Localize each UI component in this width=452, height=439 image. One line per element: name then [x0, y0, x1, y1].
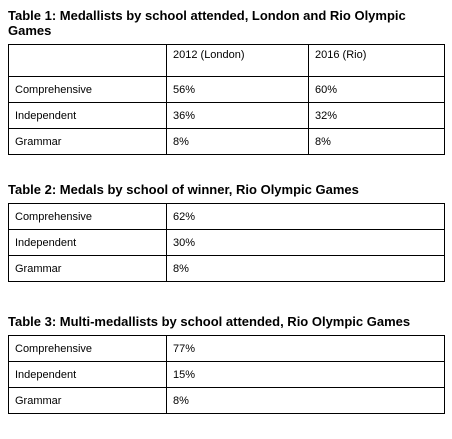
table-row — [9, 230, 445, 256]
table1 — [8, 44, 445, 155]
table1-header-2016: 2016 (Rio) — [309, 45, 445, 77]
table3 — [8, 335, 445, 414]
table-row — [9, 204, 445, 230]
cell-value: 8% — [167, 256, 445, 282]
cell-value: 8% — [167, 129, 309, 155]
row-label: Grammar — [9, 256, 167, 282]
row-label: Independent — [9, 230, 167, 256]
table-row — [9, 256, 445, 282]
table-row — [9, 129, 445, 155]
cell-value: 30% — [167, 230, 445, 256]
table1-header-row — [9, 45, 445, 77]
cell-value: 77% — [167, 336, 445, 362]
table3-title: Table 3: Multi-medallists by school attended, Rio Olympic Games — [8, 314, 411, 329]
table-row — [9, 77, 445, 103]
cell-value: 62% — [167, 204, 445, 230]
cell-value: 8% — [167, 388, 445, 414]
table-row — [9, 388, 445, 414]
table1-header-blank — [9, 45, 167, 77]
table-row — [9, 336, 445, 362]
row-label: Comprehensive — [9, 77, 167, 103]
row-label: Comprehensive — [9, 336, 167, 362]
row-label: Grammar — [9, 129, 167, 155]
cell-value: 8% — [309, 129, 445, 155]
row-label: Grammar — [9, 388, 167, 414]
table-row — [9, 103, 445, 129]
cell-value: 60% — [309, 77, 445, 103]
table1-title: Table 1: Medallists by school attended, London and Rio Olympic Games — [8, 8, 406, 38]
table2 — [8, 203, 445, 282]
row-label: Comprehensive — [9, 204, 167, 230]
cell-value: 56% — [167, 77, 309, 103]
cell-value: 15% — [167, 362, 445, 388]
table1-header-2012: 2012 (London) — [167, 45, 309, 77]
table2-title: Table 2: Medals by school of winner, Rio Olympic Games — [8, 182, 359, 197]
table-row — [9, 362, 445, 388]
cell-value: 36% — [167, 103, 309, 129]
cell-value: 32% — [309, 103, 445, 129]
row-label: Independent — [9, 103, 167, 129]
row-label: Independent — [9, 362, 167, 388]
